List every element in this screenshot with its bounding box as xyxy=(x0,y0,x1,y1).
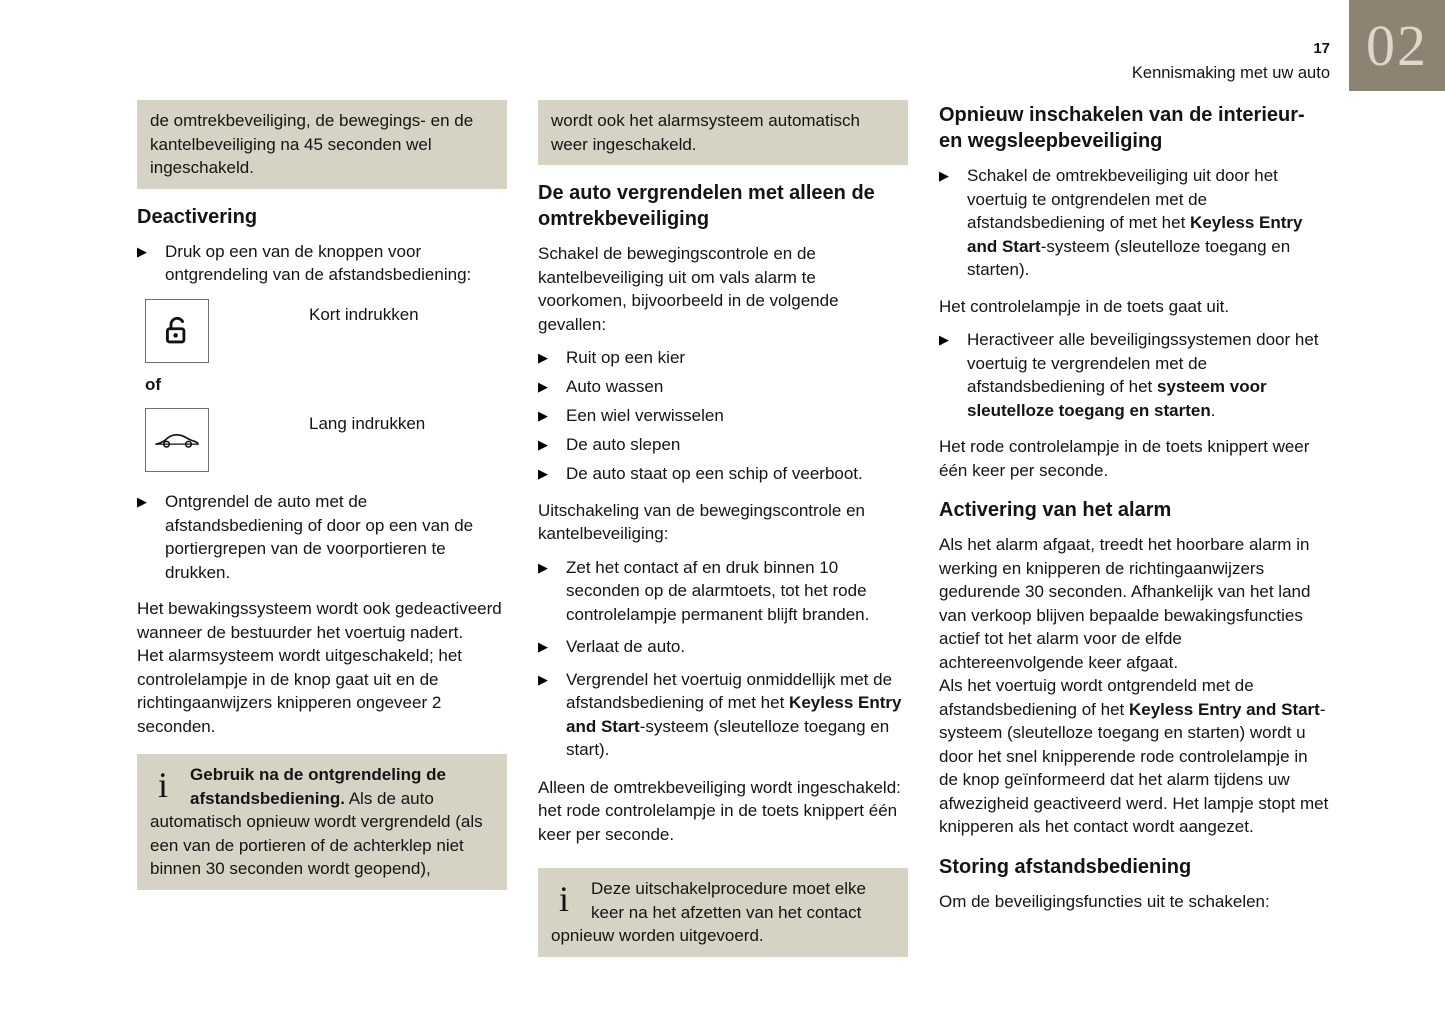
text-run: Schakel de omtrekbeveiliging uit door het voertuig te ontgrendelen met de afstandsbediening of met het xyxy=(967,166,1278,232)
bullet-arrow-icon: ▶ xyxy=(137,494,147,509)
short-press-row xyxy=(145,299,507,363)
bullet-text xyxy=(967,164,1331,282)
running-header xyxy=(1132,40,1330,83)
column-1 xyxy=(137,100,507,890)
paragraph: Het alarmsysteem wordt uitgeschakeld; het controlelampje in de knop gaat uit en de richtingaanwijzers knipperen ongeveer 2 seconden. xyxy=(137,646,463,736)
long-press-row xyxy=(145,408,507,472)
bullet-text: Een wiel verwisselen xyxy=(566,406,724,425)
step-bullet xyxy=(939,164,1331,282)
bullet-arrow-icon: ▶ xyxy=(538,350,548,365)
text-run: -systeem (sleutelloze toegang en starten) wordt u door het snel knipperende rode controlelampje in de knop geïnformeerd dat het alarm tijdens uw afwezigheid geactiveerd werd. Het lampje stopt met knipperen als het contact wordt aangezet. xyxy=(939,699,1329,836)
text-run: Als de auto automatisch opnieuw wordt vergrendeld (als een van de portieren of de achterklep niet binnen 30 seconden wordt geopend), xyxy=(150,788,483,878)
bullet-text: Druk op een van de knoppen voor ontgrendeling van de afstandsbediening: xyxy=(165,241,472,284)
case-bullet xyxy=(538,346,908,370)
text-run: Deze uitschakelprocedure moet elke keer na het afzetten van het contact opnieuw worden uitgevoerd. xyxy=(551,879,866,945)
info-note-text xyxy=(150,765,483,878)
short-press-label: Kort indrukken xyxy=(309,304,419,324)
chapter-tab xyxy=(1349,0,1445,91)
bullet-arrow-icon: ▶ xyxy=(538,671,548,687)
text-run: -systeem (sleutelloze toegang en start). xyxy=(566,716,890,759)
paragraph: Het rode controlelampje in de toets knippert weer één keer per seconde. xyxy=(939,437,1310,480)
paragraph: Het controlelampje in de toets gaat uit. xyxy=(939,296,1230,316)
info-note-text xyxy=(551,879,866,945)
bullet-text xyxy=(566,635,908,659)
carryover-note-box xyxy=(538,100,908,165)
bullet-text: Ontgrendel de auto met de afstandsbediening of door op een van de portiergrepen van de voorportieren te drukken. xyxy=(165,492,474,582)
bold-text-run: Keyless Entry and Start xyxy=(1128,699,1320,719)
bullet-text: Ruit op een kier xyxy=(566,348,686,367)
carryover-note-text: de omtrekbeveiliging, de bewegings- en de kantelbeveiliging na 45 seconden wel ingeschakeld. xyxy=(150,111,474,177)
paragraph: Om de beveiligingsfuncties uit te schakelen: xyxy=(939,891,1270,911)
bullet-text xyxy=(566,556,908,627)
car-silhouette-glyph xyxy=(154,428,200,452)
paragraph: Uitschakeling van de bewegingscontrole en kantelbeveiliging: xyxy=(538,500,865,543)
text-run: Als het voertuig wordt ontgrendeld met de afstandsbediening of het xyxy=(939,676,1254,719)
bold-text-run: Gebruik na de ontgrendeling de afstandsbediening. xyxy=(190,765,446,808)
content-columns xyxy=(137,100,1331,957)
step-bullet xyxy=(538,635,908,659)
text-run: Heractiveer alle beveiligingssystemen door het voertuig te vergrendelen met de afstandsbediening of het xyxy=(967,330,1319,396)
paragraph xyxy=(939,674,1331,839)
bullet-arrow-icon: ▶ xyxy=(939,168,949,183)
or-label: of xyxy=(145,374,162,394)
info-note-box xyxy=(538,868,908,957)
step-bullet xyxy=(939,328,1331,422)
bullet-arrow-icon: ▶ xyxy=(538,379,548,394)
bold-text-run: Keyless Entry and Start xyxy=(566,693,902,736)
car-remote-button-icon xyxy=(145,408,209,472)
step-bullet xyxy=(538,556,908,627)
paragraph: Het bewakingssysteem wordt ook gedeactiveerd wanneer de bestuurder het voertuig nadert. xyxy=(137,599,502,642)
case-bullet xyxy=(538,375,908,399)
bullet-arrow-icon: ▶ xyxy=(538,559,548,575)
bold-text-run: Keyless Entry and Start xyxy=(967,213,1303,256)
bold-text-run: systeem voor sleutelloze toegang en starten xyxy=(967,377,1267,420)
text-run: Verlaat de auto. xyxy=(566,637,686,656)
bullet-text: De auto staat op een schip of veerboot. xyxy=(566,464,863,483)
case-bullet xyxy=(538,462,908,486)
bullet-text: Auto wassen xyxy=(566,377,664,396)
carryover-note-text: wordt ook het alarmsysteem automatisch weer ingeschakeld. xyxy=(551,111,860,154)
heading-lock-perimeter: De auto vergrendelen met alleen de omtrekbeveiliging xyxy=(538,182,875,230)
section-title: Kennismaking met uw auto xyxy=(1131,64,1330,82)
instruction-bullet xyxy=(137,490,507,584)
column-2 xyxy=(538,100,908,957)
bullet-arrow-icon: ▶ xyxy=(538,408,548,423)
info-icon: i xyxy=(559,879,570,919)
unlock-remote-button-icon xyxy=(145,299,209,363)
text-run: -systeem (sleutelloze toegang en starten). xyxy=(967,236,1291,279)
heading-reactivate: Opnieuw inschakelen van de interieur- en wegsleepbeveiliging xyxy=(939,104,1305,152)
bullet-text xyxy=(566,668,908,762)
carryover-note-box xyxy=(137,100,507,189)
paragraph: Alleen de omtrekbeveiliging wordt ingeschakeld: het rode controlelampje in de toets knippert één keer per seconde. xyxy=(538,777,901,844)
instruction-bullet xyxy=(137,240,507,287)
chapter-number: 02 xyxy=(1366,12,1428,78)
text-run: Zet het contact af en druk binnen 10 seconden op de alarmtoets, tot het rode controlelampje permanent blijft branden. xyxy=(566,557,870,624)
page-number: 17 xyxy=(1313,40,1330,57)
info-note-box xyxy=(137,754,507,890)
bullet-arrow-icon: ▶ xyxy=(538,639,548,654)
bullet-arrow-icon: ▶ xyxy=(538,437,548,452)
case-bullet xyxy=(538,433,908,457)
unlock-padlock-glyph xyxy=(159,313,195,349)
bullet-text xyxy=(967,328,1331,422)
case-bullet xyxy=(538,404,908,428)
text-run: . xyxy=(1210,400,1216,420)
heading-remote-malfunction: Storing afstandsbediening xyxy=(939,855,1192,878)
paragraph: Schakel de bewegingscontrole en de kantelbeveiliging uit om vals alarm te voorkomen, bijvoorbeeld in de volgende gevallen: xyxy=(538,244,839,334)
bullet-text: De auto slepen xyxy=(566,435,681,454)
column-3 xyxy=(939,100,1331,923)
text-run: Vergrendel het voertuig onmiddellijk met de afstandsbediening of met het xyxy=(566,669,893,712)
step-bullet xyxy=(538,668,908,762)
bullet-arrow-icon: ▶ xyxy=(939,332,949,347)
paragraph: Als het alarm afgaat, treedt het hoorbare alarm in werking en knipperen de richtingaanwijzers gedurende 30 seconden. Afhankelijk van het land van verkoop blijven bepaalde bewakingsfuncties actief tot het alarm voor de elfde achtereenvolgende keer afgaat. xyxy=(939,535,1311,672)
heading-deactivering: Deactivering xyxy=(137,205,258,228)
long-press-label: Lang indrukken xyxy=(309,414,426,433)
bullet-arrow-icon: ▶ xyxy=(137,243,147,259)
bullet-arrow-icon: ▶ xyxy=(538,466,548,481)
heading-alarm-activation: Activering van het alarm xyxy=(939,499,1172,521)
info-icon: i xyxy=(158,765,169,805)
